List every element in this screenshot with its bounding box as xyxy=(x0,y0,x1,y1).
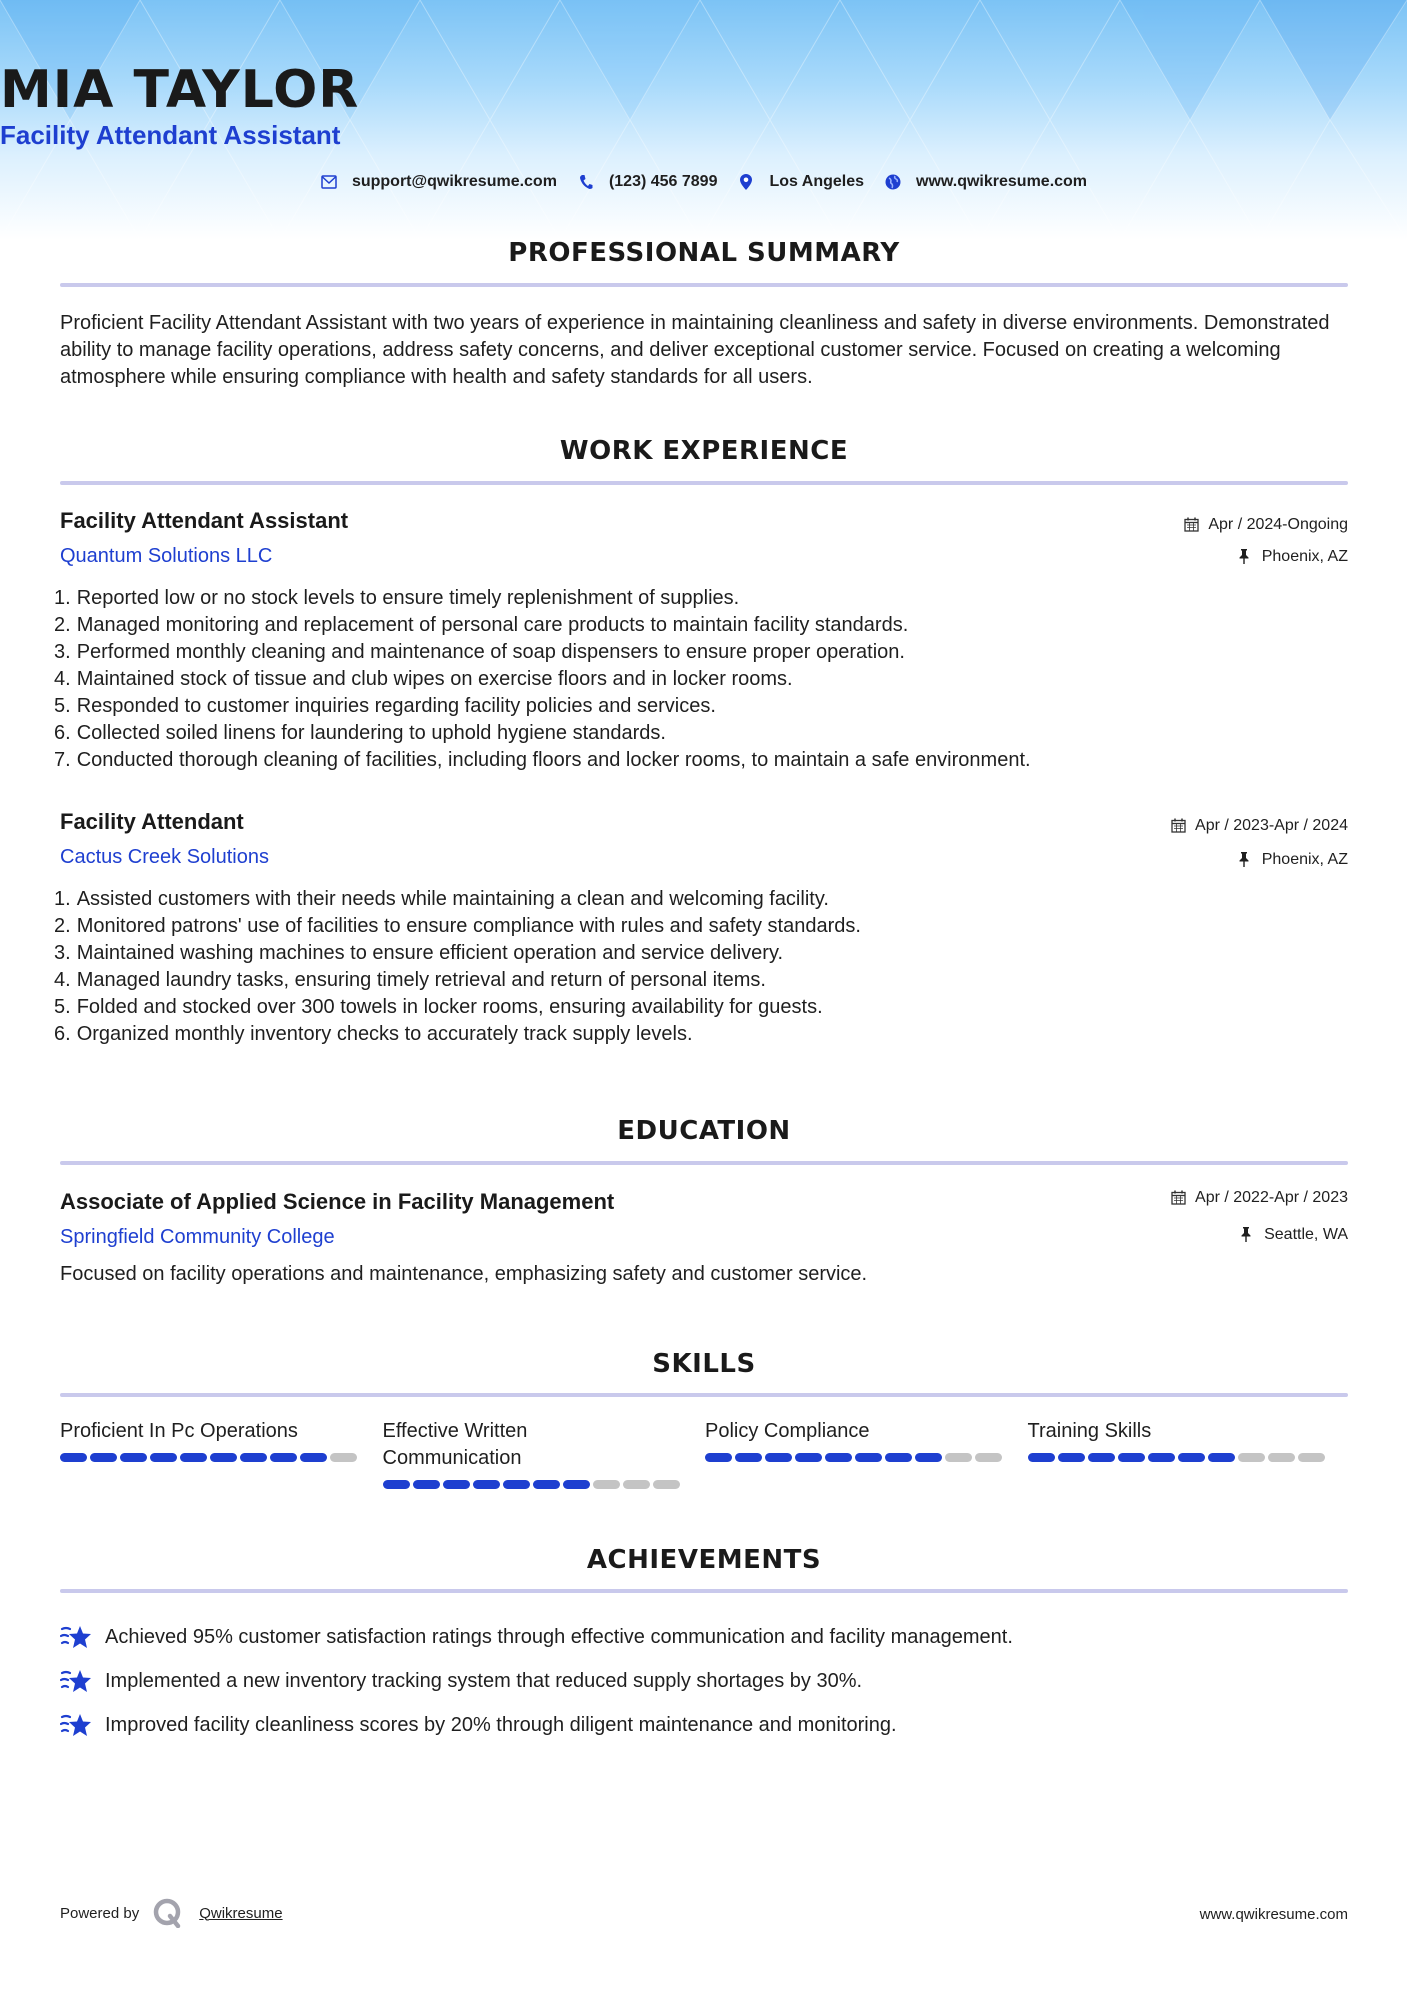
skill-dot-empty xyxy=(1298,1453,1325,1462)
list-item: 4. Maintained stock of tissue and club wipes on exercise floors and in locker rooms. xyxy=(54,668,793,690)
section-heading-summary: PROFESSIONAL SUMMARY xyxy=(508,238,900,268)
skill-dot-filled xyxy=(705,1453,732,1462)
achievement-item xyxy=(60,1703,1013,1747)
skill-dot-filled xyxy=(1088,1453,1115,1462)
section-heading-skills: SKILLS xyxy=(652,1349,756,1379)
achievement-text: Improved facility cleanliness scores by 20% through diligent maintenance and monitoring. xyxy=(105,1713,897,1736)
skill-dot-filled xyxy=(885,1453,912,1462)
powered-by-label: Powered by xyxy=(60,1904,140,1922)
section-heading-education: EDUCATION xyxy=(617,1116,791,1146)
skill-name: Policy Compliance xyxy=(705,1420,870,1442)
globe-icon xyxy=(884,173,902,191)
skill-dot-filled xyxy=(1028,1453,1055,1462)
skill-dot-filled xyxy=(210,1453,237,1462)
skill-dot-filled xyxy=(563,1480,590,1489)
section-divider xyxy=(60,1161,1348,1165)
skill-dot-filled xyxy=(1178,1453,1205,1462)
contact-email[interactable] xyxy=(320,173,557,191)
shooting-star-icon xyxy=(60,1667,92,1695)
skill-dot-empty xyxy=(1268,1453,1295,1462)
skill-dot-filled xyxy=(383,1480,410,1489)
list-item: 6. Collected soiled linens for laundering to uphold hygiene standards. xyxy=(54,722,666,744)
job-dates-text: Apr / 2024-Ongoing xyxy=(1208,516,1348,533)
skill-dot-filled xyxy=(533,1480,560,1489)
education-description: Focused on facility operations and maintenance, emphasizing safety and customer service. xyxy=(60,1263,868,1285)
list-item: 2. Monitored patrons' use of facilities to ensure compliance with rules and safety standards. xyxy=(54,915,861,937)
skill-dot-empty xyxy=(945,1453,972,1462)
skill-dot-filled xyxy=(503,1480,530,1489)
footer-powered-by xyxy=(60,1898,283,1928)
company-name: Cactus Creek Solutions xyxy=(60,846,269,868)
job-title: Facility Attendant Assistant xyxy=(60,508,349,533)
skill-name: Proficient In Pc Operations xyxy=(60,1420,298,1442)
skill-name: Effective Written Communication xyxy=(382,1420,528,1469)
skill-dot-filled xyxy=(300,1453,327,1462)
candidate-name: MIA TAYLOR xyxy=(0,60,360,120)
skill-item xyxy=(383,1418,706,1489)
contact-phone-text: (123) 456 7899 xyxy=(608,173,718,190)
job-dates xyxy=(1184,516,1348,534)
footer-website[interactable]: www.qwikresume.com xyxy=(1199,1906,1348,1923)
skill-dot-filled xyxy=(473,1480,500,1489)
skills-grid xyxy=(60,1418,1350,1489)
skill-dot-filled xyxy=(855,1453,882,1462)
skill-dot-filled xyxy=(825,1453,852,1462)
section-divider xyxy=(60,1393,1348,1397)
skill-dot-filled xyxy=(765,1453,792,1462)
contact-bar xyxy=(0,173,1407,191)
shooting-star-icon xyxy=(60,1711,92,1739)
summary-text: Proficient Facility Attendant Assistant with two years of experience in maintaining cleanliness and safety in diverse environments. Demonstrated ability to manage facility operations, address safety concerns, and deliver exceptional customer service. Focused on creating a welcoming atmosphere while ensuring compliance with health and safety standards for all users. xyxy=(60,312,1330,388)
map-pin-icon xyxy=(737,173,755,191)
skill-dot-filled xyxy=(795,1453,822,1462)
qwikresume-logo-icon xyxy=(153,1898,183,1928)
degree-title: Associate of Applied Science in Facility Management xyxy=(60,1189,615,1214)
skill-dot-filled xyxy=(60,1453,87,1462)
skill-dot-empty xyxy=(975,1453,1002,1462)
job-location xyxy=(1238,548,1348,566)
job-dates xyxy=(1171,817,1348,835)
skill-dot-empty xyxy=(653,1480,680,1489)
skill-dot-filled xyxy=(1058,1453,1085,1462)
contact-email-text: support@qwikresume.com xyxy=(351,173,557,190)
calendar-icon xyxy=(1171,1190,1187,1206)
skill-dot-empty xyxy=(623,1480,650,1489)
job-title: Facility Attendant xyxy=(60,809,244,834)
list-item: 7. Conducted thorough cleaning of facilities, including floors and locker rooms, to maintain a safe environment. xyxy=(54,749,1031,771)
skill-name: Training Skills xyxy=(1027,1420,1152,1442)
list-item: 3. Maintained washing machines to ensure efficient operation and service delivery. xyxy=(54,942,784,964)
skill-item xyxy=(60,1418,383,1489)
skill-dot-filled xyxy=(1118,1453,1145,1462)
skill-dot-filled xyxy=(150,1453,177,1462)
list-item: 6. Organized monthly inventory checks to accurately track supply levels. xyxy=(54,1023,693,1045)
job-location-text: Phoenix, AZ xyxy=(1261,851,1348,868)
section-heading-experience: WORK EXPERIENCE xyxy=(559,436,849,466)
pushpin-icon xyxy=(1240,1227,1256,1243)
skill-dot-empty xyxy=(593,1480,620,1489)
shooting-star-icon xyxy=(60,1623,92,1651)
calendar-icon xyxy=(1171,818,1187,834)
section-divider xyxy=(60,283,1348,287)
qwikresume-link[interactable]: Qwikresume xyxy=(199,1904,283,1922)
list-item: 5. Folded and stocked over 300 towels in locker rooms, ensuring availability for guests. xyxy=(54,996,823,1018)
achievements-list xyxy=(60,1615,1013,1747)
skill-dot-filled xyxy=(413,1480,440,1489)
candidate-title: Facility Attendant Assistant xyxy=(0,120,341,150)
section-divider xyxy=(60,481,1348,485)
education-location-text: Seattle, WA xyxy=(1264,1226,1348,1243)
skill-dot-filled xyxy=(270,1453,297,1462)
list-item: 3. Performed monthly cleaning and maintenance of soap dispensers to ensure proper operation. xyxy=(54,641,905,663)
pushpin-icon xyxy=(1238,852,1254,868)
skill-dot-filled xyxy=(120,1453,147,1462)
skill-dot-filled xyxy=(1208,1453,1235,1462)
list-item: 2. Managed monitoring and replacement of personal care products to maintain facility standards. xyxy=(54,614,909,636)
skill-dot-filled xyxy=(915,1453,942,1462)
skill-dot-empty xyxy=(1238,1453,1265,1462)
phone-icon xyxy=(577,173,595,191)
skill-rating xyxy=(383,1480,706,1489)
contact-website-text: www.qwikresume.com xyxy=(916,173,1088,190)
job-location xyxy=(1238,851,1348,869)
list-item: 5. Responded to customer inquiries regarding facility policies and services. xyxy=(54,695,716,717)
skill-rating xyxy=(705,1453,1028,1462)
skill-item xyxy=(1028,1418,1351,1489)
achievement-item xyxy=(60,1615,1013,1659)
skill-dot-filled xyxy=(735,1453,762,1462)
envelope-icon xyxy=(320,173,338,191)
achievement-text: Implemented a new inventory tracking system that reduced supply shortages by 30%. xyxy=(105,1669,863,1692)
skill-dot-filled xyxy=(443,1480,470,1489)
contact-location-text: Los Angeles xyxy=(769,173,865,190)
contact-phone[interactable] xyxy=(577,173,718,191)
job-bullets xyxy=(54,585,1344,774)
achievement-text: Achieved 95% customer satisfaction ratings through effective communication and facility management. xyxy=(105,1625,1013,1648)
job-bullets xyxy=(54,886,1344,1048)
contact-website[interactable] xyxy=(884,173,1087,191)
education-dates xyxy=(1171,1189,1348,1207)
calendar-icon xyxy=(1184,517,1200,533)
education-dates-text: Apr / 2022-Apr / 2023 xyxy=(1195,1189,1348,1206)
education-location xyxy=(1240,1226,1348,1244)
pushpin-icon xyxy=(1238,549,1254,565)
list-item: 1. Assisted customers with their needs while maintaining a clean and welcoming facility. xyxy=(54,888,829,910)
skill-rating xyxy=(60,1453,383,1462)
achievement-item xyxy=(60,1659,1013,1703)
school-name: Springfield Community College xyxy=(60,1226,335,1248)
job-location-text: Phoenix, AZ xyxy=(1261,548,1348,565)
section-heading-achievements: ACHIEVEMENTS xyxy=(586,1545,822,1575)
skill-item xyxy=(705,1418,1028,1489)
skill-dot-filled xyxy=(180,1453,207,1462)
section-divider xyxy=(60,1589,1348,1593)
skill-dot-filled xyxy=(90,1453,117,1462)
company-name: Quantum Solutions LLC xyxy=(60,545,273,567)
skill-rating xyxy=(1028,1453,1351,1462)
job-dates-text: Apr / 2023-Apr / 2024 xyxy=(1195,817,1348,834)
list-item: 1. Reported low or no stock levels to ensure timely replenishment of supplies. xyxy=(54,587,740,609)
contact-location xyxy=(737,173,864,191)
skill-dot-empty xyxy=(330,1453,357,1462)
skill-dot-filled xyxy=(240,1453,267,1462)
skill-dot-filled xyxy=(1148,1453,1175,1462)
list-item: 4. Managed laundry tasks, ensuring timely retrieval and return of personal items. xyxy=(54,969,766,991)
